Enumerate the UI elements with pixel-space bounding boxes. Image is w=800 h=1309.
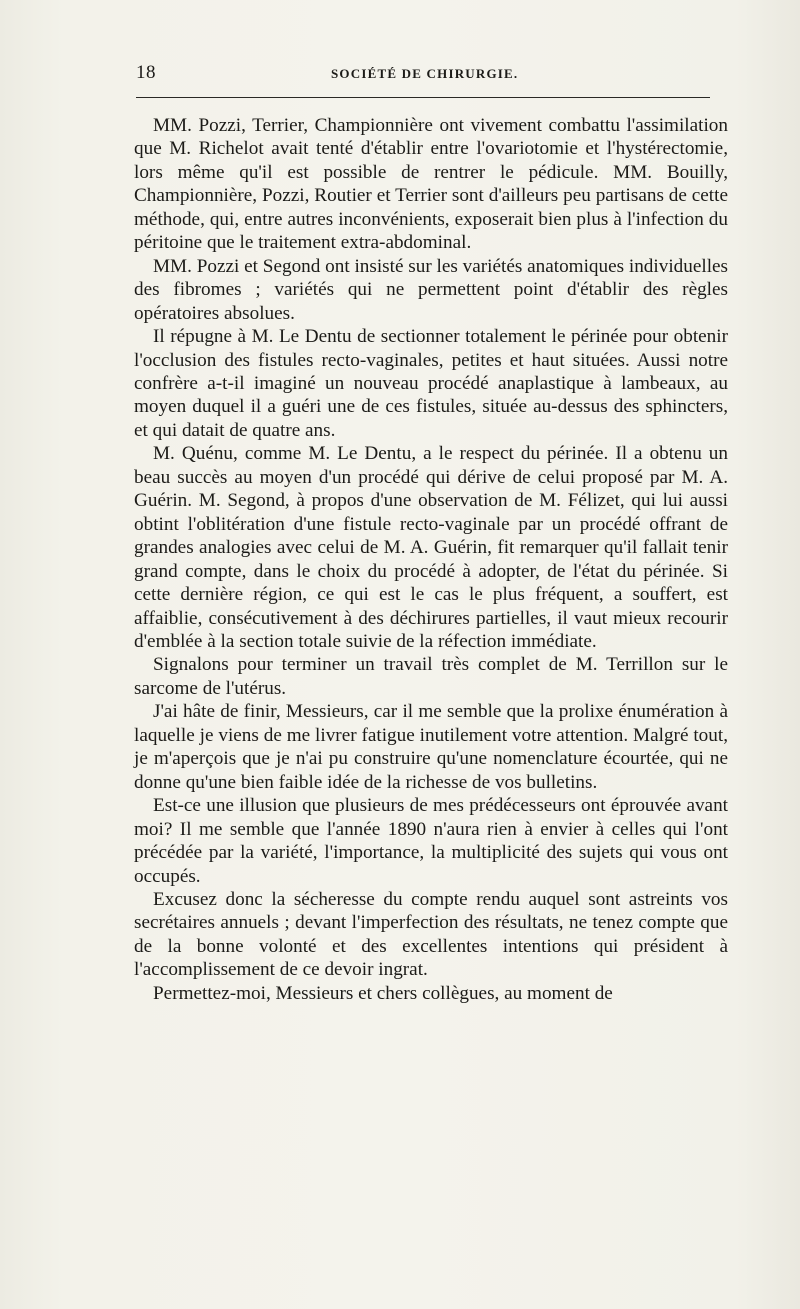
paragraph: M. Quénu, comme M. Le Dentu, a le respect du périnée. Il a obtenu un beau succès au moyen d'un procédé qui dérive de celui proposé par M. A. Guérin. M. Segond, à propos d'une observation de M. Félizet, qui lui aussi obtint l'oblitération d'une fistule recto-vaginale par un procédé offrant de grandes analogies avec celui de M. A. Guérin, fit remarquer qu'il fallait tenir grand compte, dans le choix du procédé à adopter, de l'état du périnée. Si cette dernière région, ce qui est le cas le plus fréquent, a souffert, est affaiblie, consécutivement à des déchirures partielles, il vaut mieux recourir d'emblée à la section totale suivie de la réfection immédiate.: [134, 443, 728, 652]
paragraph: Il répugne à M. Le Dentu de sectionner totalement le périnée pour obtenir l'occlusion des fistules recto-vaginales, petites et haut situées. Aussi notre confrère a-t-il imaginé un nouveau procédé anaplastique à lambeaux, au moyen duquel il a guéri une de ces fistules, située au-dessus des sphincters, et qui datait de quatre ans.: [134, 326, 728, 441]
body-text: [134, 114, 728, 1005]
paragraph: Est-ce une illusion que plusieurs de mes prédécesseurs ont éprouvée avant moi? Il me semble que l'année 1890 n'aura rien à envier à celles qui l'ont précédée par la variété, l'importance, la multiplicité des sujets qui vous ont occupés.: [134, 795, 728, 887]
paragraph: Excusez donc la sécheresse du compte rendu auquel sont astreints vos secrétaires annuels ; devant l'imperfection des résultats, ne tenez compte que de la bonne volonté et des excellentes intentions qui président à l'accomplissement de ce devoir ingrat.: [134, 888, 728, 981]
page-number: 18: [136, 62, 156, 83]
running-head: SOCIÉTÉ DE CHIRURGIE.: [331, 66, 519, 81]
paragraph: J'ai hâte de finir, Messieurs, car il me semble que la prolixe énumération à laquelle je viens de me livrer fatigue inutilement votre attention. Malgré tout, je m'aperçois que je n'ai pu construire qu'une nomenclature écourtée, qui ne donne qu'une bien faible idée de la richesse de vos bulletins.: [134, 701, 728, 793]
paragraph: MM. Pozzi et Segond ont insisté sur les variétés anatomiques individuelles des fibromes ; variétés qui ne permettent point d'établir des règles opératoires absolues.: [134, 255, 729, 324]
header-rule: [136, 97, 710, 98]
paragraph: Permettez-moi, Messieurs et chers collègues, au moment de: [153, 982, 613, 1004]
page-header: [136, 60, 710, 88]
paragraph: MM. Pozzi, Terrier, Championnière ont vivement combattu l'assimilation que M. Richelot avait tenté d'établir entre l'ovariotomie et l'hystérectomie, lors même qu'il est possible de rentrer le pédicule. MM. Bouilly, Championnière, Pozzi, Routier et Terrier sont d'ailleurs peu partisans de cette méthode, qui, entre autres inconvénients, exposerait bien plus à l'infection du péritoine que le traitement extra-abdominal.: [134, 115, 728, 254]
paragraph: Signalons pour terminer un travail très complet de M. Terrillon sur le sarcome de l'utérus.: [134, 654, 728, 699]
